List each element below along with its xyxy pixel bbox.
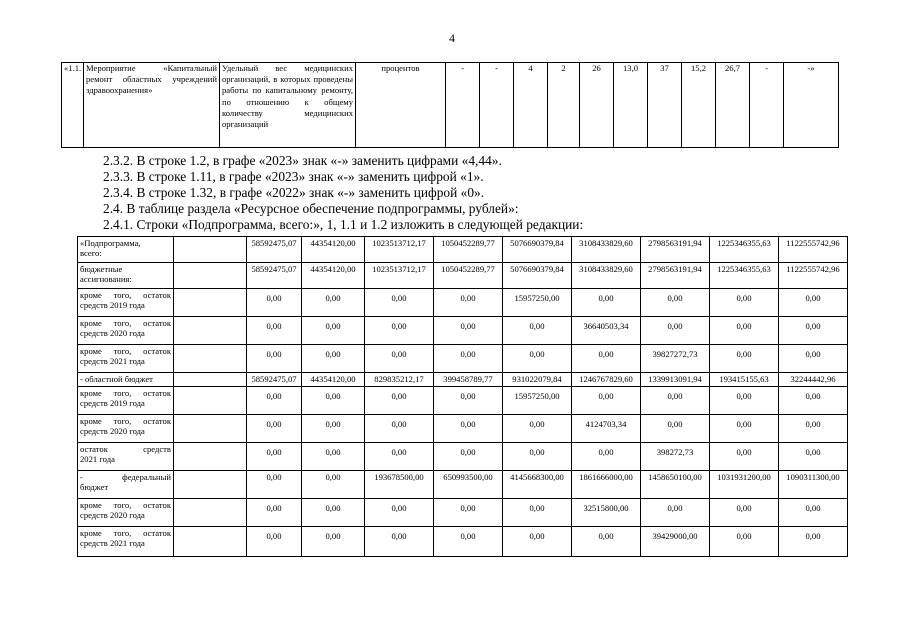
amount-cell: 1225346355,63 — [710, 237, 779, 263]
amount-cell: 1023513712,17 — [365, 263, 434, 289]
table-row — [78, 263, 848, 289]
amount-cell: 0,00 — [641, 387, 710, 415]
amount-cell: 1031931200,00 — [710, 471, 779, 499]
table-row — [78, 471, 848, 499]
amount-cell: 0,00 — [302, 415, 365, 443]
amount-cell: 0,00 — [710, 387, 779, 415]
amount-cell: 0,00 — [302, 471, 365, 499]
amount-cell: 0,00 — [247, 289, 302, 317]
amount-cell: 1246767829,60 — [572, 373, 641, 387]
empty-cell — [174, 471, 247, 499]
amount-cell: 0,00 — [434, 345, 503, 373]
amount-cell: 15957250,00 — [503, 387, 572, 415]
value-cell: 4 — [514, 63, 548, 148]
amount-cell: 0,00 — [710, 527, 779, 557]
amount-cell: 1090311300,00 — [779, 471, 848, 499]
row-number: «1.1. — [62, 63, 84, 148]
amount-cell: 58592475,07 — [247, 263, 302, 289]
row-label: кроме того, остаток средств 2019 года — [78, 289, 174, 317]
table-row — [78, 317, 848, 345]
amount-cell: 0,00 — [641, 415, 710, 443]
amount-cell: 0,00 — [710, 289, 779, 317]
amount-cell: 0,00 — [779, 415, 848, 443]
resource-table — [77, 236, 848, 557]
row-label: бюджетные ассигнования: — [78, 263, 174, 289]
amount-cell: 1225346355,63 — [710, 263, 779, 289]
row-label: кроме того, остаток средств 2020 года — [78, 499, 174, 527]
amount-cell: 58592475,07 — [247, 373, 302, 387]
empty-cell — [174, 345, 247, 373]
empty-cell — [174, 237, 247, 263]
amount-cell: 1050452289,77 — [434, 237, 503, 263]
amount-cell: 398272,73 — [641, 443, 710, 471]
row-label: - областной бюджет — [78, 373, 174, 387]
amount-cell: 0,00 — [503, 499, 572, 527]
amount-cell: 0,00 — [247, 387, 302, 415]
amount-cell: 0,00 — [302, 289, 365, 317]
table-row — [78, 289, 848, 317]
row-label: «Подпрограмма, всего: — [78, 237, 174, 263]
amount-cell: 5076690379,84 — [503, 263, 572, 289]
amount-cell: 0,00 — [503, 443, 572, 471]
amount-cell: 0,00 — [710, 415, 779, 443]
row-label: кроме того, остаток средств 2021 года — [78, 527, 174, 557]
activity-name: Мероприятие «Капитальный ремонт областных учреждений здравоохранения» — [84, 63, 220, 148]
amount-cell: 0,00 — [247, 499, 302, 527]
amount-cell: 44354120,00 — [302, 373, 365, 387]
amount-cell: 0,00 — [572, 527, 641, 557]
amount-cell: 0,00 — [710, 317, 779, 345]
amount-cell: 3108433829,60 — [572, 263, 641, 289]
amount-cell: 0,00 — [434, 317, 503, 345]
amount-cell: 1339913091,94 — [641, 373, 710, 387]
table-row — [78, 345, 848, 373]
amount-cell: 32244442,96 — [779, 373, 848, 387]
page-number: 4 — [449, 31, 455, 45]
value-cell: 15,2 — [682, 63, 716, 148]
amount-cell: 0,00 — [302, 527, 365, 557]
value-cell: 37 — [648, 63, 682, 148]
amount-cell: 0,00 — [434, 443, 503, 471]
amount-cell: 4124703,34 — [572, 415, 641, 443]
empty-cell — [174, 443, 247, 471]
indicator-table — [61, 62, 839, 148]
amount-cell: 0,00 — [572, 345, 641, 373]
amount-cell: 0,00 — [365, 443, 434, 471]
amount-cell: 829835212,17 — [365, 373, 434, 387]
amount-cell: 0,00 — [365, 289, 434, 317]
amount-cell: 1122555742,96 — [779, 237, 848, 263]
amount-cell: 0,00 — [365, 317, 434, 345]
amount-cell: 0,00 — [779, 387, 848, 415]
empty-cell — [174, 415, 247, 443]
empty-cell — [174, 387, 247, 415]
amount-cell: 650993500,00 — [434, 471, 503, 499]
unit-cell: процентов — [356, 63, 446, 148]
table-row — [78, 415, 848, 443]
amount-cell: 0,00 — [302, 387, 365, 415]
value-cell: 26 — [580, 63, 614, 148]
value-cell: 26,7 — [716, 63, 750, 148]
amount-cell: 0,00 — [434, 289, 503, 317]
amount-cell: 58592475,07 — [247, 237, 302, 263]
amount-cell: 0,00 — [434, 527, 503, 557]
row-label: кроме того, остаток средств 2020 года — [78, 415, 174, 443]
amount-cell: 1050452289,77 — [434, 263, 503, 289]
value-cell: - — [446, 63, 480, 148]
amount-cell: 0,00 — [365, 499, 434, 527]
amount-cell: 39429000,00 — [641, 527, 710, 557]
amount-cell: 0,00 — [503, 317, 572, 345]
amount-cell: 0,00 — [247, 471, 302, 499]
amount-cell: 0,00 — [641, 499, 710, 527]
amount-cell: 0,00 — [641, 289, 710, 317]
amount-cell: 36640503,34 — [572, 317, 641, 345]
amount-cell: 2798563191,94 — [641, 237, 710, 263]
amount-cell: 0,00 — [247, 345, 302, 373]
empty-cell — [174, 317, 247, 345]
amount-cell: 0,00 — [365, 527, 434, 557]
amount-cell: 32515800,00 — [572, 499, 641, 527]
amount-cell: 193678500,00 — [365, 471, 434, 499]
amount-cell: 2798563191,94 — [641, 263, 710, 289]
empty-cell — [174, 263, 247, 289]
amount-cell: 0,00 — [503, 345, 572, 373]
amount-cell: 0,00 — [641, 317, 710, 345]
amount-cell: 931022079,84 — [503, 373, 572, 387]
amount-cell: 1861666000,00 — [572, 471, 641, 499]
row-label: кроме того, остаток средств 2021 года — [78, 345, 174, 373]
amount-cell: 39827272,73 — [641, 345, 710, 373]
empty-cell — [174, 373, 247, 387]
amount-cell: 0,00 — [247, 317, 302, 345]
amount-cell: 0,00 — [365, 415, 434, 443]
value-cell: - — [480, 63, 514, 148]
amount-cell: 0,00 — [302, 345, 365, 373]
amount-cell: 0,00 — [302, 499, 365, 527]
amount-cell: 0,00 — [434, 499, 503, 527]
amount-cell: 0,00 — [365, 387, 434, 415]
amount-cell: 3108433829,60 — [572, 237, 641, 263]
amount-cell: 0,00 — [247, 415, 302, 443]
amount-cell: 44354120,00 — [302, 263, 365, 289]
indicator-row — [62, 63, 839, 148]
table-row — [78, 499, 848, 527]
amount-cell: 0,00 — [302, 443, 365, 471]
amount-cell: 0,00 — [779, 345, 848, 373]
table-row — [78, 387, 848, 415]
paragraph: 2.3.3. В строке 1.11, в графе «2023» знак «-» заменить цифрой «1». — [103, 169, 484, 184]
value-cell: 13,0 — [614, 63, 648, 148]
amount-cell: 0,00 — [572, 289, 641, 317]
amount-cell: 0,00 — [302, 317, 365, 345]
value-cell: 2 — [548, 63, 580, 148]
amount-cell: 0,00 — [434, 415, 503, 443]
amount-cell: 0,00 — [365, 345, 434, 373]
amount-cell: 0,00 — [503, 527, 572, 557]
paragraph: 2.3.4. В строке 1.32, в графе «2022» знак «-» заменить цифрой «0». — [103, 185, 485, 200]
amount-cell: 0,00 — [710, 345, 779, 373]
amount-cell: 193415155,63 — [710, 373, 779, 387]
table-row — [78, 237, 848, 263]
amount-cell: 0,00 — [779, 499, 848, 527]
row-label: кроме того, остаток средств 2019 года — [78, 387, 174, 415]
amount-cell: 4145668300,00 — [503, 471, 572, 499]
paragraph: 2.3.2. В строке 1.2, в графе «2023» знак «-» заменить цифрами «4,44». — [103, 153, 502, 168]
amount-cell: 1122555742,96 — [779, 263, 848, 289]
empty-cell — [174, 527, 247, 557]
amount-cell: 0,00 — [247, 443, 302, 471]
amount-cell: 0,00 — [434, 387, 503, 415]
amount-cell: 0,00 — [710, 499, 779, 527]
amount-cell: 0,00 — [779, 317, 848, 345]
value-cell: - — [750, 63, 784, 148]
row-label: кроме того, остаток средств 2020 года — [78, 317, 174, 345]
paragraph: 2.4.1. Строки «Подпрограмма, всего:», 1, 1.1 и 1.2 изложить в следующей редакции: — [103, 217, 584, 232]
amount-cell: 44354120,00 — [302, 237, 365, 263]
row-label: - федеральный бюджет — [78, 471, 174, 499]
indicator-name: Удельный вес медицинских организаций, в которых проведены работы по капитальному ремонту, по отношению к общему количеству медицинских организаций — [220, 63, 356, 148]
amount-cell: 0,00 — [779, 289, 848, 317]
amount-cell: 0,00 — [779, 527, 848, 557]
amount-cell: 1458650100,00 — [641, 471, 710, 499]
table-row — [78, 373, 848, 387]
amount-cell: 1023513712,17 — [365, 237, 434, 263]
amount-cell: 0,00 — [572, 387, 641, 415]
amount-cell: 0,00 — [572, 443, 641, 471]
empty-cell — [174, 289, 247, 317]
amount-cell: 5076690379,84 — [503, 237, 572, 263]
paragraph: 2.4. В таблице раздела «Ресурсное обеспечение подпрограммы, рублей»: — [103, 201, 519, 216]
amount-cell: 399458789,77 — [434, 373, 503, 387]
amount-cell: 0,00 — [710, 443, 779, 471]
amount-cell: 0,00 — [247, 527, 302, 557]
table-row — [78, 527, 848, 557]
table-row — [78, 443, 848, 471]
row-label: остаток средств 2021 года — [78, 443, 174, 471]
empty-cell — [174, 499, 247, 527]
amount-cell: 0,00 — [503, 415, 572, 443]
amount-cell: 15957250,00 — [503, 289, 572, 317]
value-cell: -» — [784, 63, 839, 148]
amount-cell: 0,00 — [779, 443, 848, 471]
